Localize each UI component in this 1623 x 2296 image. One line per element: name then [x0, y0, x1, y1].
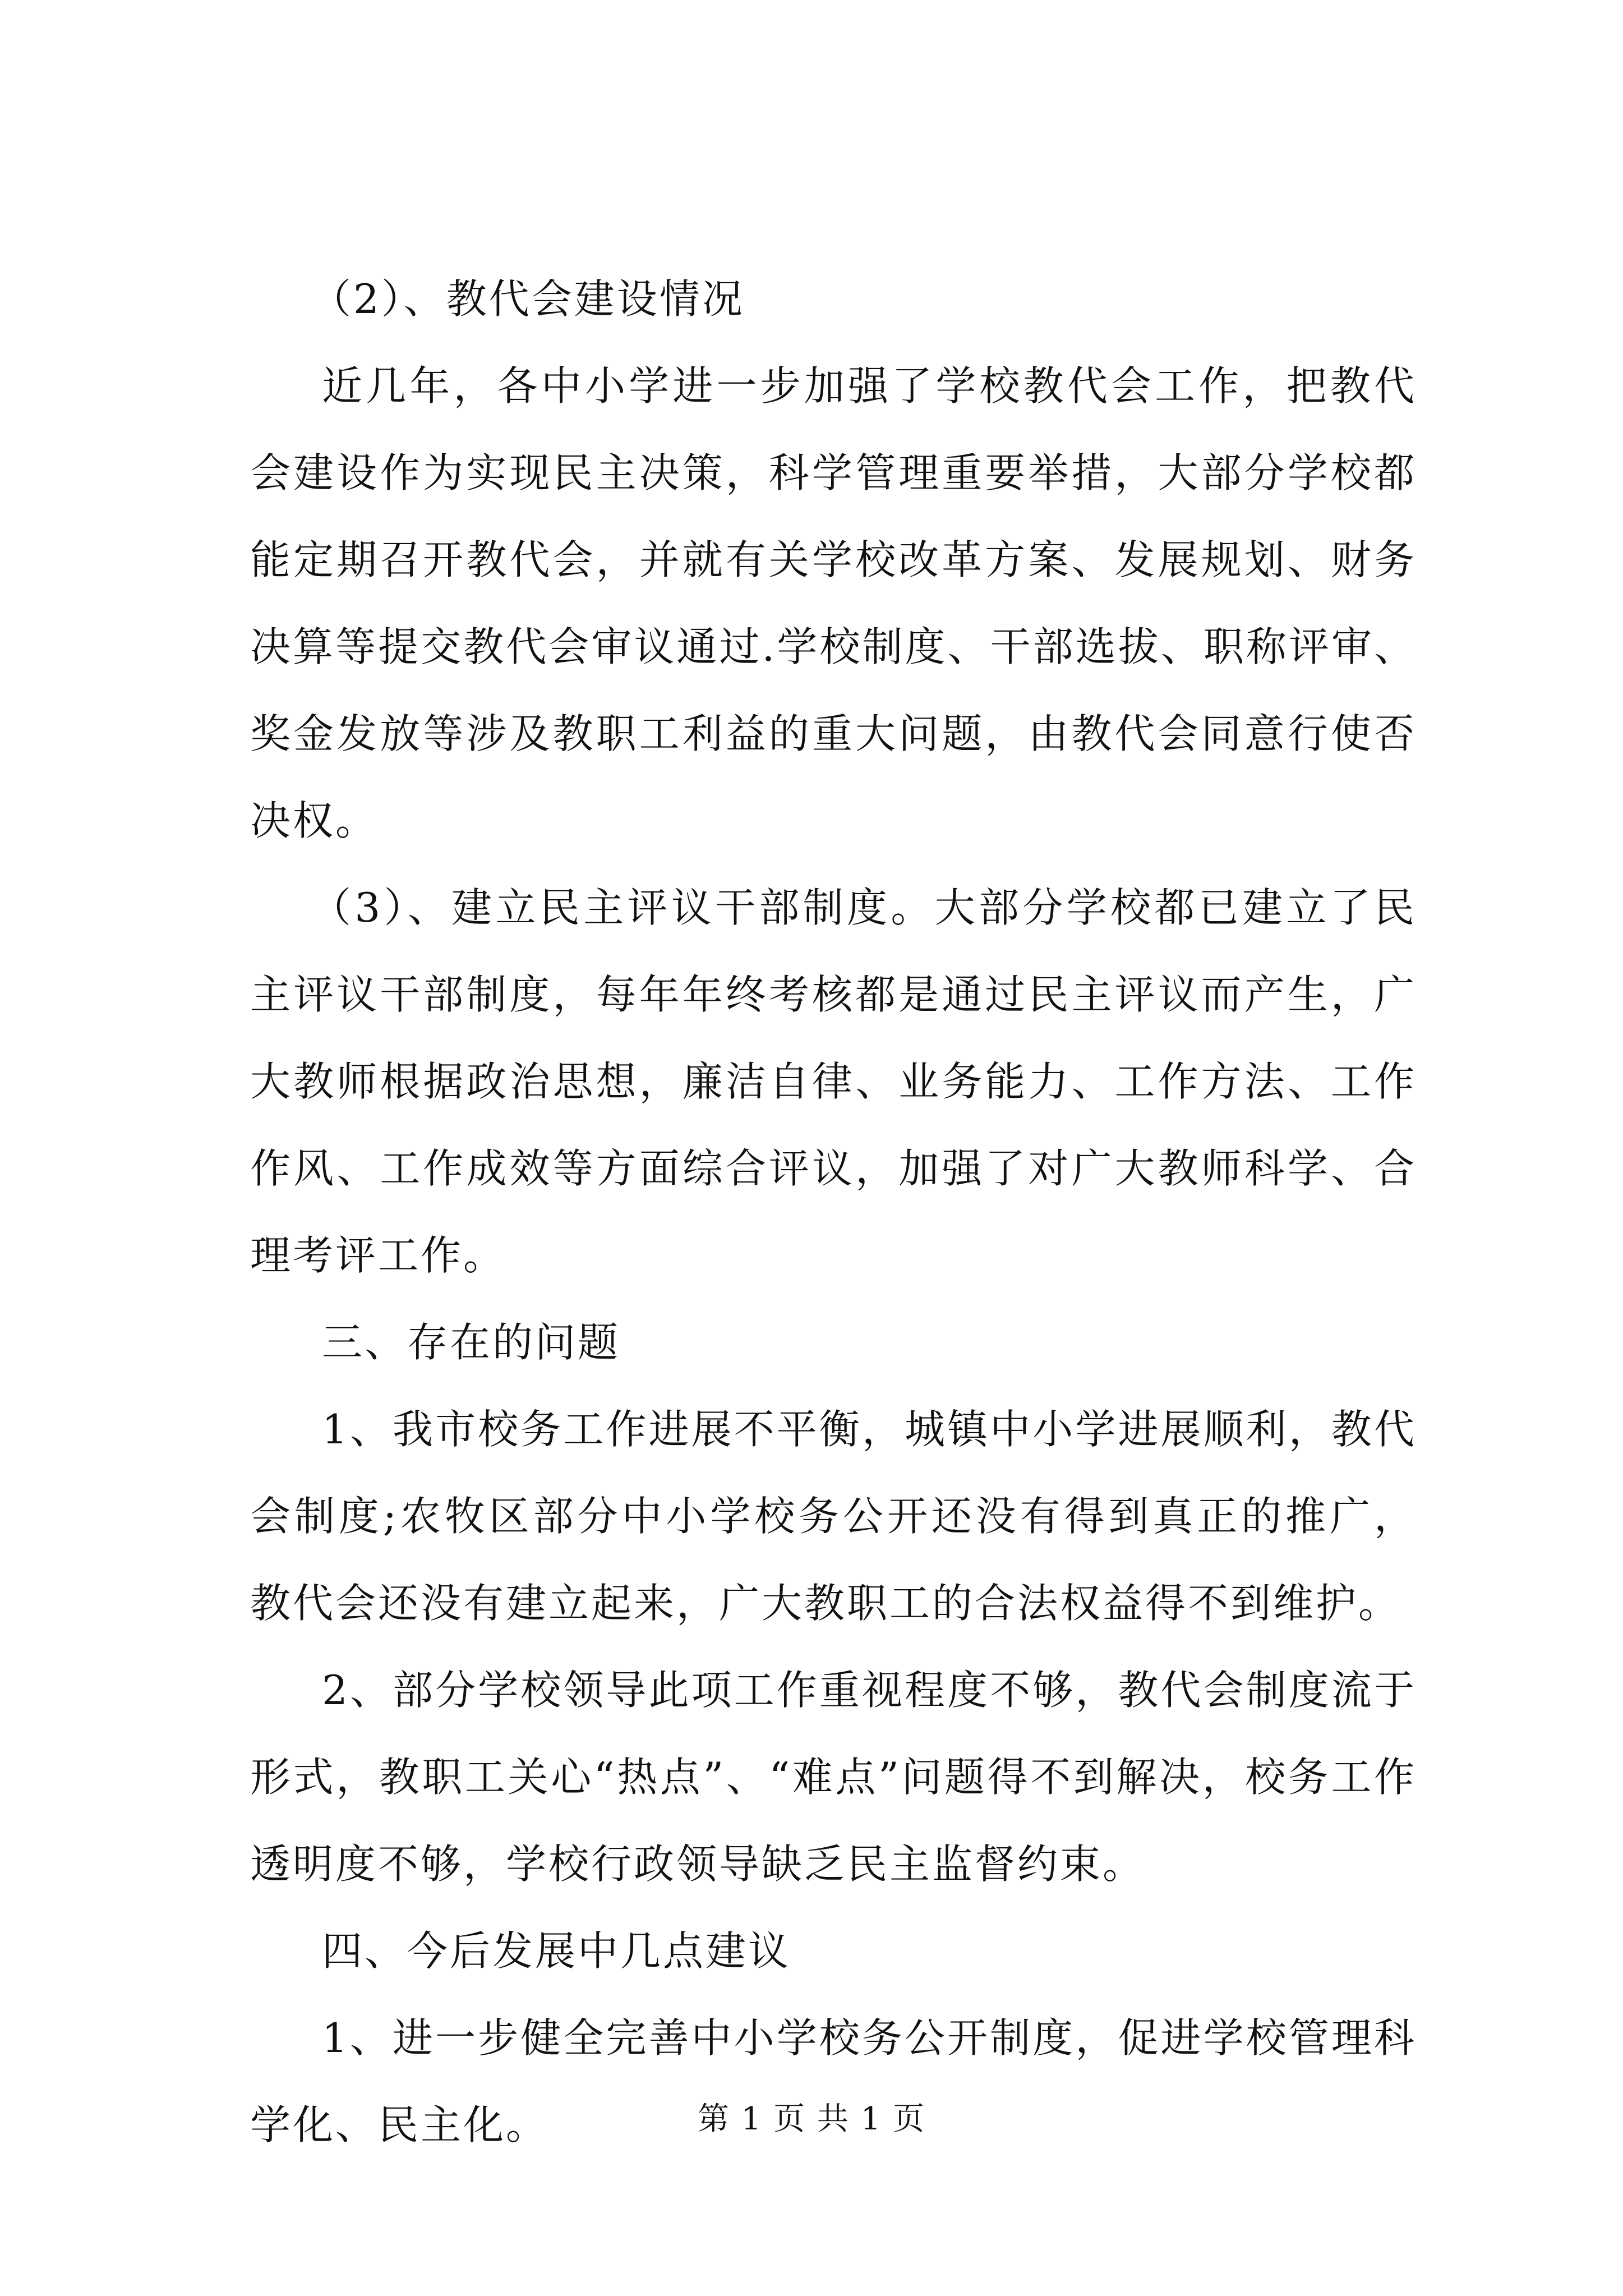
- paragraph-teachers-congress-work: 近几年，各中小学进一步加强了学校教代会工作，把教代会建设作为实现民主决策，科学管理重要举措，大部分学校都能定期召开教代会，并就有关学校改革方案、发展规划、财务决算等提交教代会审议通过.学校制度、干部选拔、职称评审、奖金发放等涉及教职工利益的重大问题，由教代会同意行使否决权。: [250, 362, 1417, 844]
- paragraph-heading-problems: 三、存在的问题: [322, 1319, 621, 1366]
- paragraph-democratic-evaluation: （3）、建立民主评议干部制度。大部分学校都已建立了民主评议干部制度，每年年终考核都是通过民主评议而产生，广大教师根据政治思想，廉洁自律、业务能力、工作方法、工作作风、工作成效等方面综合评议，加强了对广大教师科学、合理考评工作。: [250, 884, 1417, 1279]
- paragraph-problem-1: 1、我市校务工作进展不平衡，城镇中小学进展顺利，教代会制度;农牧区部分中小学校务公开还没有得到真正的推广，教代会还没有建立起来，广大教职工的合法权益得不到维护。: [250, 1406, 1417, 1627]
- paragraph-suggestion-1: 1、进一步健全完善中小学校务公开制度，促进学校管理科学化、民主化。: [250, 2014, 1417, 2148]
- page-footer: 第 1 页 共 1 页: [697, 2101, 926, 2137]
- paragraph-heading-teachers-congress: （2）、教代会建设情况: [311, 275, 745, 323]
- paragraph-heading-suggestions: 四、今后发展中几点建议: [322, 1927, 791, 1975]
- paragraph-problem-2: 2、部分学校领导此项工作重视程度不够，教代会制度流于形式，教职工关心“热点”、“难点”问题得不到解决，校务工作透明度不够，学校行政领导缺乏民主监督约束。: [250, 1667, 1417, 1888]
- document-body: [250, 256, 1417, 2169]
